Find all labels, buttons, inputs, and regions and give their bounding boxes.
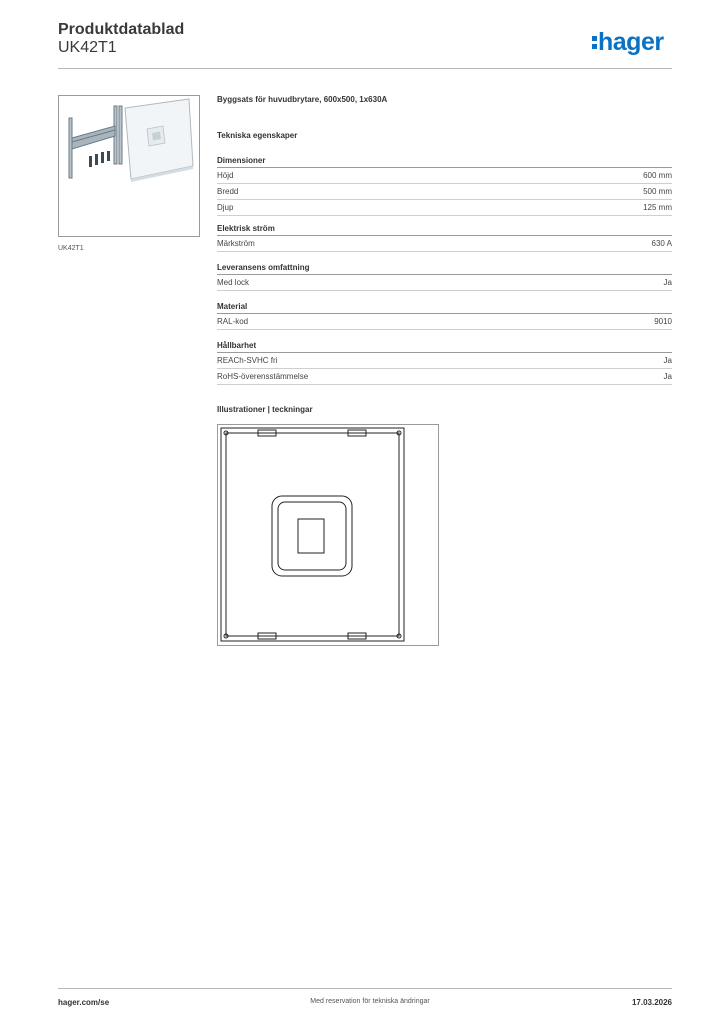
spec-label: Bredd — [217, 187, 239, 196]
spec-value: Ja — [663, 278, 672, 287]
section-material — [217, 301, 672, 330]
spec-value: 9010 — [654, 317, 672, 326]
technical-drawing — [217, 424, 439, 646]
spec-value: Ja — [663, 356, 672, 365]
logo-dots-icon — [592, 34, 597, 51]
spec-label: Djup — [217, 203, 234, 212]
header-title: Produktdatablad — [58, 21, 185, 38]
product-name: Byggsats för huvudbrytare, 600x500, 1x630A — [217, 95, 388, 104]
spec-row — [217, 353, 672, 369]
spec-value: 125 mm — [643, 203, 672, 212]
footer-divider — [58, 988, 672, 989]
logo-text: hager — [598, 28, 664, 56]
tech-properties-heading: Tekniska egenskaper — [217, 131, 298, 140]
section-dimensions — [217, 155, 672, 216]
section-title: Elektrisk ström — [217, 223, 672, 236]
spec-row — [217, 314, 672, 330]
cover-plate-drawing — [218, 425, 438, 645]
footer-website-link[interactable]: hager.com/se — [58, 998, 110, 1007]
header-product-code: UK42T1 — [58, 39, 117, 56]
product-image — [58, 95, 200, 237]
spec-row — [217, 275, 672, 291]
section-title: Leveransens omfattning — [217, 262, 672, 275]
spec-label: Höjd — [217, 171, 234, 180]
spec-value: Ja — [663, 372, 672, 381]
section-title: Hållbarhet — [217, 340, 672, 353]
spec-label: REACh-SVHC fri — [217, 356, 278, 365]
section-title: Material — [217, 301, 672, 314]
section-title: Dimensioner — [217, 155, 672, 168]
spec-label: Märkström — [217, 239, 255, 248]
spec-value: 600 mm — [643, 171, 672, 180]
spec-row — [217, 236, 672, 252]
spec-row — [217, 168, 672, 184]
section-sustainability — [217, 340, 672, 385]
header-divider — [58, 68, 672, 69]
spec-row — [217, 369, 672, 385]
spec-value: 500 mm — [643, 187, 672, 196]
spec-value: 630 A — [651, 239, 672, 248]
section-delivery-scope — [217, 262, 672, 291]
footer-date: 17.03.2026 — [631, 998, 672, 1007]
product-kit-illustration — [59, 96, 199, 236]
illustrations-heading: Illustrationer | teckningar — [217, 405, 313, 414]
spec-label: RAL-kod — [217, 317, 249, 326]
footer-disclaimer: Med reservation för tekniska ändringar — [310, 998, 430, 1005]
hager-logo — [592, 28, 664, 56]
section-electric-current — [217, 223, 672, 252]
spec-label: Med lock — [217, 278, 250, 287]
spec-row — [217, 184, 672, 200]
product-image-caption: UK42T1 — [58, 245, 84, 252]
spec-row — [217, 200, 672, 216]
spec-label: RoHS-överensstämmelse — [217, 372, 309, 381]
